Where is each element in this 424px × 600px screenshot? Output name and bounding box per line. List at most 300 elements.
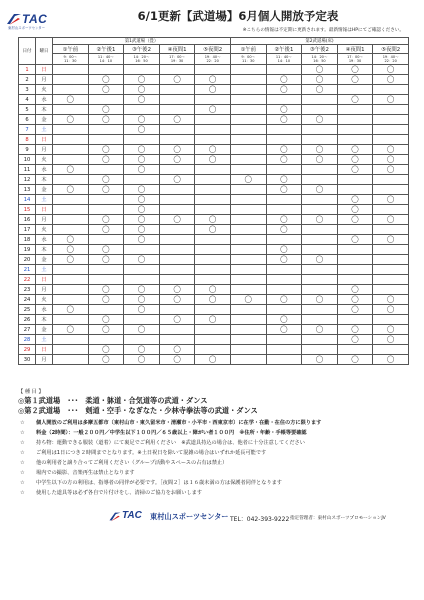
closed-slot-cell bbox=[53, 195, 89, 205]
open-slot-cell: 〇 bbox=[88, 295, 124, 305]
closed-slot-cell bbox=[88, 125, 124, 135]
time-header bbox=[159, 54, 195, 65]
closed-slot-cell bbox=[88, 135, 124, 145]
date-cell: 3 bbox=[19, 85, 36, 95]
table-row bbox=[19, 205, 409, 215]
closed-slot-cell bbox=[159, 335, 195, 345]
table-row bbox=[19, 235, 409, 245]
time-end: 14：10 bbox=[277, 59, 291, 63]
note-text: 中学生以下の方の利用は、指導者の同伴が必要です。［夜間２］は１６歳未満の方は保護者同伴となります bbox=[36, 480, 282, 486]
closed-slot-cell bbox=[337, 85, 373, 95]
open-slot-cell: 〇 bbox=[124, 195, 160, 205]
closed-slot-cell bbox=[302, 225, 338, 235]
closed-slot-cell bbox=[195, 305, 231, 315]
slot-header: ⑤夜間2 bbox=[373, 45, 409, 54]
closed-slot-cell bbox=[373, 185, 409, 195]
closed-slot-cell bbox=[53, 265, 89, 275]
closed-slot-cell bbox=[159, 205, 195, 215]
closed-slot-cell bbox=[266, 135, 302, 145]
open-slot-cell: 〇 bbox=[373, 295, 409, 305]
date-cell: 8 bbox=[19, 135, 36, 145]
dow-cell: 日 bbox=[36, 345, 53, 355]
open-slot-cell: 〇 bbox=[302, 185, 338, 195]
closed-slot-cell bbox=[230, 285, 266, 295]
closed-slot-cell bbox=[195, 195, 231, 205]
table-row bbox=[19, 85, 409, 95]
open-slot-cell: 〇 bbox=[337, 335, 373, 345]
open-slot-cell: 〇 bbox=[159, 345, 195, 355]
table-row bbox=[19, 245, 409, 255]
open-slot-cell: 〇 bbox=[337, 205, 373, 215]
closed-slot-cell bbox=[195, 135, 231, 145]
group-header-dojo1: 第1武道場（畳） bbox=[53, 38, 231, 45]
schedule-table bbox=[18, 37, 409, 365]
table-row bbox=[19, 135, 409, 145]
table-row bbox=[19, 195, 409, 205]
footer-manager: 指定管理者：東村山スポーツプロモーションJV bbox=[290, 516, 386, 521]
time-start: 11：40～ bbox=[97, 54, 114, 59]
time-end: 22：20 bbox=[384, 59, 397, 63]
closed-slot-cell bbox=[302, 275, 338, 285]
closed-slot-cell bbox=[53, 65, 89, 75]
open-slot-cell: 〇 bbox=[159, 145, 195, 155]
closed-slot-cell bbox=[195, 185, 231, 195]
closed-slot-cell bbox=[337, 275, 373, 285]
closed-slot-cell bbox=[53, 295, 89, 305]
note-text: ご利用は1日につき２時間までとなります。※土日祝日を除いて混雑の場合はいずれか延長可能です bbox=[36, 450, 267, 456]
time-header bbox=[230, 54, 266, 65]
closed-slot-cell bbox=[53, 155, 89, 165]
dow-cell: 月 bbox=[36, 285, 53, 295]
note-text: 料金（2時間）：一般２００円／中学生以下１００円／６５歳以上・障がい者１００円 ※住所・年齢・手帳等要確認 bbox=[36, 430, 307, 436]
open-slot-cell: 〇 bbox=[373, 95, 409, 105]
time-start: 17：00～ bbox=[347, 54, 363, 59]
date-cell: 2 bbox=[19, 75, 36, 85]
time-header bbox=[53, 54, 89, 65]
open-slot-cell: 〇 bbox=[124, 75, 160, 85]
closed-slot-cell bbox=[266, 345, 302, 355]
date-cell: 24 bbox=[19, 295, 36, 305]
closed-slot-cell bbox=[302, 105, 338, 115]
open-slot-cell: 〇 bbox=[195, 225, 231, 235]
legend-row-dojo2: ◎第２武道場 ･･･ 剣道・空手・なぎなた・少林寺拳法等の武道・ダンス bbox=[18, 406, 258, 415]
note-text: 使用した道具等は必ず各自で片付けをし、清掃のご協力をお願いします bbox=[36, 490, 203, 496]
dow-cell: 木 bbox=[36, 245, 53, 255]
closed-slot-cell bbox=[302, 265, 338, 275]
closed-slot-cell bbox=[124, 105, 160, 115]
closed-slot-cell bbox=[159, 255, 195, 265]
closed-slot-cell bbox=[337, 245, 373, 255]
open-slot-cell: 〇 bbox=[373, 215, 409, 225]
dow-cell: 日 bbox=[36, 135, 53, 145]
table-row bbox=[19, 225, 409, 235]
open-slot-cell: 〇 bbox=[88, 355, 124, 365]
date-cell: 18 bbox=[19, 235, 36, 245]
logo-text: TAC bbox=[22, 12, 48, 26]
dow-cell: 金 bbox=[36, 185, 53, 195]
open-slot-cell: 〇 bbox=[302, 65, 338, 75]
open-slot-cell: 〇 bbox=[337, 235, 373, 245]
open-slot-cell: 〇 bbox=[88, 85, 124, 95]
open-slot-cell: 〇 bbox=[337, 165, 373, 175]
date-cell: 10 bbox=[19, 155, 36, 165]
date-cell: 11 bbox=[19, 165, 36, 175]
legend-title: 【 種 目 】 bbox=[18, 389, 44, 395]
dow-cell: 月 bbox=[36, 145, 53, 155]
closed-slot-cell bbox=[53, 335, 89, 345]
open-slot-cell: 〇 bbox=[266, 325, 302, 335]
logo-subtitle: 東村山スポーツセンター bbox=[8, 26, 46, 30]
star-icon: ☆ bbox=[20, 450, 25, 456]
dow-cell: 月 bbox=[36, 355, 53, 365]
open-slot-cell: 〇 bbox=[195, 85, 231, 95]
open-slot-cell: 〇 bbox=[124, 205, 160, 215]
open-slot-cell: 〇 bbox=[302, 75, 338, 85]
time-header bbox=[88, 54, 124, 65]
date-cell: 12 bbox=[19, 175, 36, 185]
closed-slot-cell bbox=[373, 245, 409, 255]
closed-slot-cell bbox=[230, 165, 266, 175]
time-end: 19：30 bbox=[348, 59, 362, 63]
dow-cell: 金 bbox=[36, 115, 53, 125]
open-slot-cell: 〇 bbox=[266, 105, 302, 115]
open-slot-cell: 〇 bbox=[373, 195, 409, 205]
time-start: 11：40～ bbox=[275, 54, 292, 59]
star-icon: ☆ bbox=[20, 420, 25, 426]
closed-slot-cell bbox=[337, 125, 373, 135]
open-slot-cell: 〇 bbox=[53, 305, 89, 315]
closed-slot-cell bbox=[53, 345, 89, 355]
table-row bbox=[19, 265, 409, 275]
closed-slot-cell bbox=[230, 75, 266, 85]
closed-slot-cell bbox=[302, 315, 338, 325]
open-slot-cell: 〇 bbox=[88, 325, 124, 335]
time-end: 16：50 bbox=[135, 59, 148, 63]
date-header: 日付 bbox=[19, 38, 36, 65]
closed-slot-cell bbox=[230, 225, 266, 235]
date-cell: 5 bbox=[19, 105, 36, 115]
time-start: 19：40～ bbox=[382, 54, 399, 59]
closed-slot-cell bbox=[53, 205, 89, 215]
closed-slot-cell bbox=[159, 165, 195, 175]
closed-slot-cell bbox=[195, 345, 231, 355]
closed-slot-cell bbox=[337, 105, 373, 115]
time-start: 9：00～ bbox=[63, 54, 78, 59]
open-slot-cell: 〇 bbox=[53, 235, 89, 245]
closed-slot-cell bbox=[159, 275, 195, 285]
open-slot-cell: 〇 bbox=[88, 105, 124, 115]
closed-slot-cell bbox=[124, 335, 160, 345]
closed-slot-cell bbox=[373, 285, 409, 295]
closed-slot-cell bbox=[195, 235, 231, 245]
closed-slot-cell bbox=[230, 315, 266, 325]
open-slot-cell: 〇 bbox=[373, 155, 409, 165]
closed-slot-cell bbox=[195, 335, 231, 345]
open-slot-cell: 〇 bbox=[230, 295, 266, 305]
note-item bbox=[20, 448, 410, 458]
closed-slot-cell bbox=[195, 165, 231, 175]
closed-slot-cell bbox=[53, 355, 89, 365]
page-title: 6/1更新【武道場】6月個人開放予定表 bbox=[137, 9, 339, 23]
open-slot-cell: 〇 bbox=[302, 145, 338, 155]
legend bbox=[18, 389, 408, 416]
closed-slot-cell bbox=[373, 265, 409, 275]
open-slot-cell: 〇 bbox=[230, 175, 266, 185]
time-end: 22：20 bbox=[206, 59, 219, 63]
closed-slot-cell bbox=[266, 355, 302, 365]
closed-slot-cell bbox=[230, 125, 266, 135]
date-cell: 1 bbox=[19, 65, 36, 75]
closed-slot-cell bbox=[230, 355, 266, 365]
open-slot-cell: 〇 bbox=[124, 295, 160, 305]
closed-slot-cell bbox=[373, 85, 409, 95]
update-note: ※こちらの情報は不定期に更新されます。最新情報はHPにてご確認ください。 bbox=[242, 28, 404, 33]
closed-slot-cell bbox=[124, 245, 160, 255]
note-text: 他の利用者と譲り合ってご利用ください（グループ活動やスペースの占有は禁止） bbox=[36, 460, 228, 466]
open-slot-cell: 〇 bbox=[195, 105, 231, 115]
closed-slot-cell bbox=[53, 175, 89, 185]
open-slot-cell: 〇 bbox=[159, 115, 195, 125]
closed-slot-cell bbox=[230, 85, 266, 95]
closed-slot-cell bbox=[302, 245, 338, 255]
footer-center-name: 東村山スポーツセンター bbox=[150, 512, 229, 521]
dow-cell: 日 bbox=[36, 275, 53, 285]
open-slot-cell: 〇 bbox=[88, 225, 124, 235]
open-slot-cell: 〇 bbox=[88, 215, 124, 225]
table-row bbox=[19, 75, 409, 85]
note-item bbox=[20, 488, 410, 498]
date-cell: 22 bbox=[19, 275, 36, 285]
closed-slot-cell bbox=[373, 175, 409, 185]
footer-tel: TEL：042-393-9222 bbox=[230, 516, 290, 523]
closed-slot-cell bbox=[266, 285, 302, 295]
open-slot-cell: 〇 bbox=[266, 225, 302, 235]
closed-slot-cell bbox=[266, 205, 302, 215]
closed-slot-cell bbox=[124, 315, 160, 325]
table-row bbox=[19, 215, 409, 225]
table-row bbox=[19, 95, 409, 105]
closed-slot-cell bbox=[230, 335, 266, 345]
closed-slot-cell bbox=[53, 105, 89, 115]
dow-cell: 水 bbox=[36, 165, 53, 175]
closed-slot-cell bbox=[159, 265, 195, 275]
open-slot-cell: 〇 bbox=[124, 235, 160, 245]
table-row bbox=[19, 65, 409, 75]
tac-logo bbox=[6, 12, 76, 32]
closed-slot-cell bbox=[53, 225, 89, 235]
closed-slot-cell bbox=[230, 65, 266, 75]
open-slot-cell: 〇 bbox=[373, 65, 409, 75]
closed-slot-cell bbox=[337, 225, 373, 235]
table-row bbox=[19, 175, 409, 185]
open-slot-cell: 〇 bbox=[124, 255, 160, 265]
closed-slot-cell bbox=[230, 195, 266, 205]
table-row bbox=[19, 335, 409, 345]
closed-slot-cell bbox=[373, 345, 409, 355]
star-icon: ☆ bbox=[20, 490, 25, 496]
dow-cell: 水 bbox=[36, 235, 53, 245]
dow-cell: 月 bbox=[36, 215, 53, 225]
open-slot-cell: 〇 bbox=[266, 75, 302, 85]
closed-slot-cell bbox=[88, 195, 124, 205]
closed-slot-cell bbox=[195, 125, 231, 135]
closed-slot-cell bbox=[266, 195, 302, 205]
open-slot-cell: 〇 bbox=[266, 145, 302, 155]
open-slot-cell: 〇 bbox=[337, 295, 373, 305]
slot-header: ①午前 bbox=[230, 45, 266, 54]
date-cell: 7 bbox=[19, 125, 36, 135]
time-header-row bbox=[19, 54, 409, 65]
open-slot-cell: 〇 bbox=[159, 75, 195, 85]
open-slot-cell: 〇 bbox=[195, 75, 231, 85]
open-slot-cell: 〇 bbox=[53, 245, 89, 255]
open-slot-cell: 〇 bbox=[53, 185, 89, 195]
closed-slot-cell bbox=[230, 105, 266, 115]
open-slot-cell: 〇 bbox=[302, 325, 338, 335]
closed-slot-cell bbox=[230, 95, 266, 105]
date-cell: 25 bbox=[19, 305, 36, 315]
open-slot-cell: 〇 bbox=[53, 165, 89, 175]
star-icon: ☆ bbox=[20, 430, 25, 436]
open-slot-cell: 〇 bbox=[195, 315, 231, 325]
open-slot-cell: 〇 bbox=[124, 345, 160, 355]
date-cell: 28 bbox=[19, 335, 36, 345]
dow-cell: 木 bbox=[36, 105, 53, 115]
closed-slot-cell bbox=[53, 85, 89, 95]
date-cell: 6 bbox=[19, 115, 36, 125]
closed-slot-cell bbox=[124, 135, 160, 145]
table-row bbox=[19, 125, 409, 135]
open-slot-cell: 〇 bbox=[337, 355, 373, 365]
closed-slot-cell bbox=[88, 95, 124, 105]
open-slot-cell: 〇 bbox=[88, 115, 124, 125]
closed-slot-cell bbox=[230, 275, 266, 285]
dow-cell: 日 bbox=[36, 205, 53, 215]
open-slot-cell: 〇 bbox=[373, 325, 409, 335]
closed-slot-cell bbox=[337, 265, 373, 275]
open-slot-cell: 〇 bbox=[195, 145, 231, 155]
open-slot-cell: 〇 bbox=[53, 255, 89, 265]
table-row bbox=[19, 105, 409, 115]
closed-slot-cell bbox=[195, 265, 231, 275]
open-slot-cell: 〇 bbox=[195, 285, 231, 295]
open-slot-cell: 〇 bbox=[302, 295, 338, 305]
closed-slot-cell bbox=[159, 235, 195, 245]
time-header bbox=[337, 54, 373, 65]
open-slot-cell: 〇 bbox=[124, 225, 160, 235]
closed-slot-cell bbox=[88, 305, 124, 315]
closed-slot-cell bbox=[124, 275, 160, 285]
closed-slot-cell bbox=[159, 305, 195, 315]
date-cell: 30 bbox=[19, 355, 36, 365]
open-slot-cell: 〇 bbox=[88, 255, 124, 265]
open-slot-cell: 〇 bbox=[337, 285, 373, 295]
dow-cell: 水 bbox=[36, 305, 53, 315]
open-slot-cell: 〇 bbox=[195, 355, 231, 365]
closed-slot-cell bbox=[337, 255, 373, 265]
star-icon: ☆ bbox=[20, 440, 25, 446]
date-cell: 15 bbox=[19, 205, 36, 215]
dow-cell: 木 bbox=[36, 315, 53, 325]
closed-slot-cell bbox=[195, 205, 231, 215]
table-row bbox=[19, 275, 409, 285]
open-slot-cell: 〇 bbox=[88, 315, 124, 325]
table-row bbox=[19, 155, 409, 165]
slot-header: ④夜間1 bbox=[159, 45, 195, 54]
closed-slot-cell bbox=[302, 195, 338, 205]
closed-slot-cell bbox=[159, 195, 195, 205]
open-slot-cell: 〇 bbox=[159, 355, 195, 365]
closed-slot-cell bbox=[195, 275, 231, 285]
closed-slot-cell bbox=[230, 255, 266, 265]
closed-slot-cell bbox=[53, 135, 89, 145]
date-cell: 29 bbox=[19, 345, 36, 355]
closed-slot-cell bbox=[302, 335, 338, 345]
dow-cell: 火 bbox=[36, 295, 53, 305]
footer-logo-mark-icon bbox=[108, 511, 122, 522]
open-slot-cell: 〇 bbox=[266, 215, 302, 225]
legend-row-dojo1: ◎第１武道場 ･･･ 柔道・躰道・合気道等の武道・ダンス bbox=[18, 396, 208, 405]
open-slot-cell: 〇 bbox=[124, 305, 160, 315]
open-slot-cell: 〇 bbox=[302, 155, 338, 165]
closed-slot-cell bbox=[373, 225, 409, 235]
closed-slot-cell bbox=[230, 145, 266, 155]
closed-slot-cell bbox=[195, 65, 231, 75]
date-cell: 13 bbox=[19, 185, 36, 195]
dow-cell: 土 bbox=[36, 265, 53, 275]
slot-header: ②午後1 bbox=[266, 45, 302, 54]
time-end: 14：10 bbox=[99, 59, 113, 63]
time-end: 11：30 bbox=[64, 59, 77, 63]
group-header-dojo2: 第2武道場(床) bbox=[230, 38, 408, 45]
notes-list bbox=[20, 418, 410, 498]
star-icon: ☆ bbox=[20, 470, 25, 476]
slot-header: ①午前 bbox=[53, 45, 89, 54]
dow-cell: 木 bbox=[36, 175, 53, 185]
open-slot-cell: 〇 bbox=[337, 325, 373, 335]
open-slot-cell: 〇 bbox=[266, 255, 302, 265]
closed-slot-cell bbox=[302, 235, 338, 245]
table-row bbox=[19, 325, 409, 335]
time-start: 17：00～ bbox=[169, 54, 186, 59]
open-slot-cell: 〇 bbox=[337, 305, 373, 315]
note-item bbox=[20, 468, 410, 478]
closed-slot-cell bbox=[53, 125, 89, 135]
closed-slot-cell bbox=[124, 175, 160, 185]
closed-slot-cell bbox=[266, 125, 302, 135]
open-slot-cell: 〇 bbox=[266, 315, 302, 325]
closed-slot-cell bbox=[373, 205, 409, 215]
slot-header-row bbox=[19, 45, 409, 54]
date-cell: 9 bbox=[19, 145, 36, 155]
closed-slot-cell bbox=[53, 215, 89, 225]
table-row bbox=[19, 145, 409, 155]
closed-slot-cell bbox=[230, 305, 266, 315]
slot-header: ⑤夜間2 bbox=[195, 45, 231, 54]
time-header bbox=[302, 54, 338, 65]
time-end: 11：30 bbox=[242, 59, 255, 63]
open-slot-cell: 〇 bbox=[159, 215, 195, 225]
open-slot-cell: 〇 bbox=[373, 235, 409, 245]
closed-slot-cell bbox=[230, 115, 266, 125]
closed-slot-cell bbox=[373, 115, 409, 125]
dow-cell: 金 bbox=[36, 255, 53, 265]
open-slot-cell: 〇 bbox=[195, 295, 231, 305]
table-row bbox=[19, 185, 409, 195]
slot-header: ③午後2 bbox=[124, 45, 160, 54]
date-cell: 23 bbox=[19, 285, 36, 295]
time-start: 14：20～ bbox=[133, 54, 150, 59]
